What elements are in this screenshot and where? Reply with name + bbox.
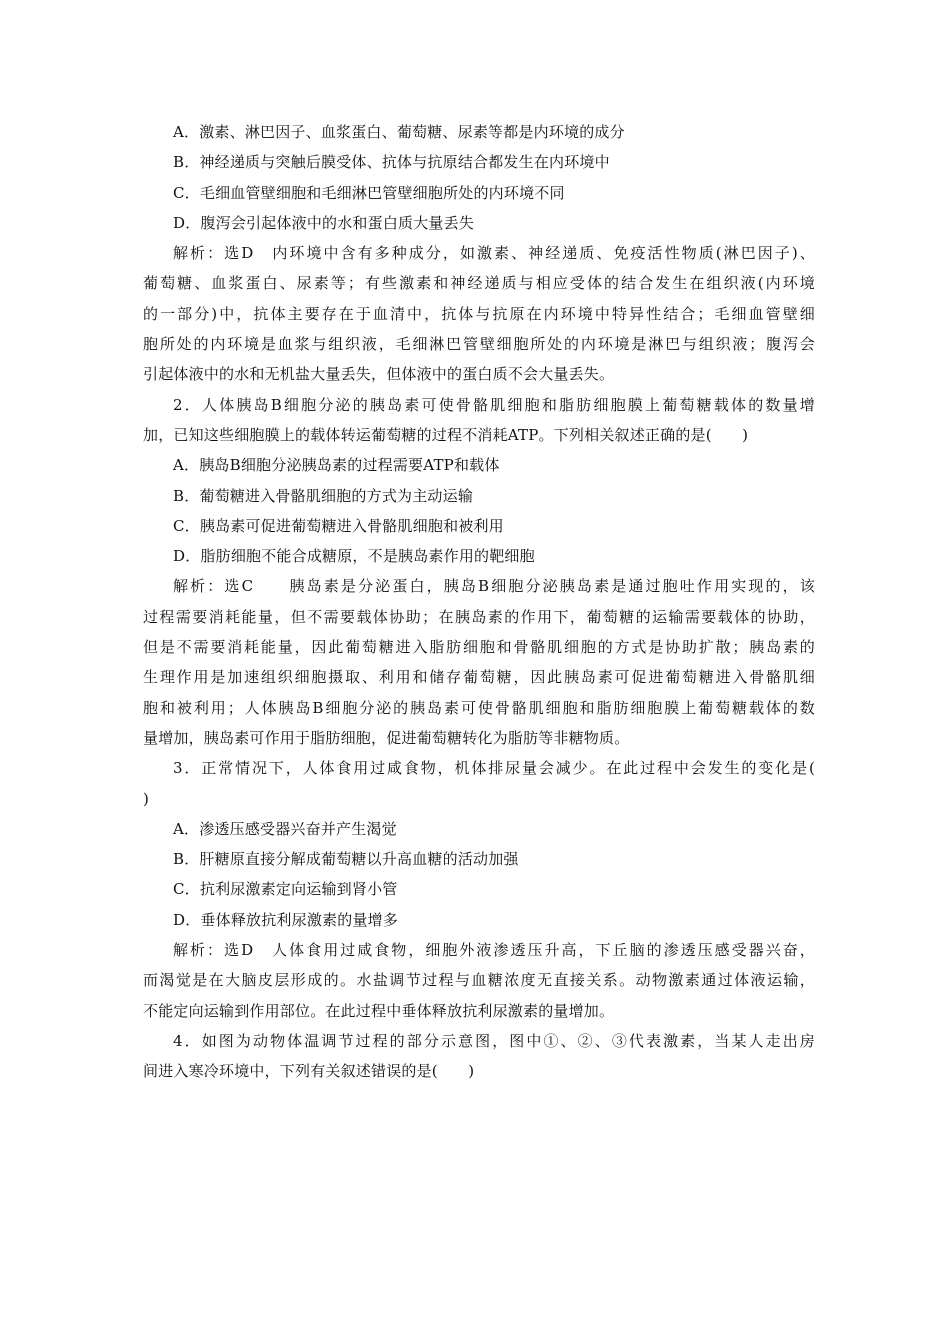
q2-option-a: A．胰岛B细胞分泌胰岛素的过程需要ATP和载体 bbox=[173, 456, 500, 475]
q4-stem-line: 4．如图为动物体温调节过程的部分示意图，图中①、②、③代表激素，当某人走出房 bbox=[173, 1031, 815, 1050]
q3-option-b: B．肝糖原直接分解成葡萄糖以升高血糖的活动加强 bbox=[173, 850, 519, 869]
q3-option-c: C．抗利尿激素定向运输到肾小管 bbox=[173, 880, 398, 899]
q3-stem-line: ) bbox=[143, 789, 150, 808]
q2-analysis-line: 胞和被利用；人体胰岛B细胞分泌的胰岛素可使骨骼肌细胞和脂肪细胞膜上葡萄糖载体的数 bbox=[143, 698, 815, 717]
q1-analysis-line: 解析：选D 内环境中含有多种成分，如激素、神经递质、免疫活性物质(淋巴因子)、 bbox=[173, 244, 815, 263]
q3-analysis-line: 而渴觉是在大脑皮层形成的。水盐调节过程与血糖浓度无直接关系。动物激素通过体液运输， bbox=[143, 971, 815, 990]
q3-analysis-line: 解析：选D 人体食用过咸食物，细胞外液渗透压升高，下丘脑的渗透压感受器兴奋， bbox=[173, 941, 815, 960]
q3-option-d: D．垂体释放抗利尿激素的量增多 bbox=[173, 910, 399, 929]
q3-stem-line: 3．正常情况下，人体食用过咸食物，机体排尿量会减少。在此过程中会发生的变化是( bbox=[173, 759, 815, 778]
q1-option-d: D．腹泻会引起体液中的水和蛋白质大量丢失 bbox=[173, 213, 475, 232]
q2-analysis-line: 过程需要消耗能量，但不需要载体协助；在胰岛素的作用下，葡萄糖的运输需要载体的协助， bbox=[143, 607, 815, 626]
q1-analysis-line: 引起体液中的水和无机盐大量丢失，但体液中的蛋白质不会大量丢失。 bbox=[143, 365, 615, 384]
q1-analysis-line: 胞所处的内环境是血浆与组织液，毛细淋巴管壁细胞所处的内环境是淋巴与组织液；腹泻会 bbox=[143, 335, 815, 354]
document-page bbox=[143, 117, 815, 1087]
q1-option-a: A．激素、淋巴因子、血浆蛋白、葡萄糖、尿素等都是内环境的成分 bbox=[173, 123, 625, 141]
q2-stem-line: 2．人体胰岛B细胞分泌的胰岛素可使骨骼肌细胞和脂肪细胞膜上葡萄糖载体的数量增 bbox=[173, 395, 815, 414]
q2-option-c: C．胰岛素可促进葡萄糖进入骨骼肌细胞和被利用 bbox=[173, 516, 504, 535]
q1-option-c: C．毛细血管壁细胞和毛细淋巴管壁细胞所处的内环境不同 bbox=[173, 183, 565, 202]
q1-option-b: B．神经递质与突触后膜受体、抗体与抗原结合都发生在内环境中 bbox=[173, 153, 610, 172]
q2-analysis-line: 解析：选C 胰岛素是分泌蛋白，胰岛B细胞分泌胰岛素是通过胞吐作用实现的，该 bbox=[173, 577, 815, 596]
q2-stem-line: 加，已知这些细胞膜上的载体转运葡萄糖的过程不消耗ATP。下列相关叙述正确的是( ) bbox=[143, 425, 749, 444]
q2-analysis-line: 但是不需要消耗能量，因此葡萄糖进入脂肪细胞和骨骼肌细胞的方式是协助扩散；胰岛素的 bbox=[143, 638, 815, 657]
q2-option-b: B．葡萄糖进入骨骼肌细胞的方式为主动运输 bbox=[173, 486, 474, 505]
q4-stem-line: 间进入寒冷环境中，下列有关叙述错误的是( ) bbox=[143, 1062, 475, 1081]
q3-analysis-line: 不能定向运输到作用部位。在此过程中垂体释放抗利尿激素的量增加。 bbox=[143, 1001, 615, 1020]
q3-option-a: A．渗透压感受器兴奋并产生渴觉 bbox=[173, 819, 397, 838]
q2-option-d: D．脂肪细胞不能合成糖原，不是胰岛素作用的靶细胞 bbox=[173, 547, 535, 566]
q2-analysis-line: 生理作用是加速组织细胞摄取、利用和储存葡萄糖，因此胰岛素可促进葡萄糖进入骨骼肌细 bbox=[143, 668, 815, 687]
q1-analysis-line: 的一部分)中，抗体主要存在于血清中，抗体与抗原在内环境中特异性结合；毛细血管壁细 bbox=[143, 304, 815, 323]
q2-analysis-line: 量增加，胰岛素可作用于脂肪细胞，促进葡萄糖转化为脂肪等非糖物质。 bbox=[143, 728, 630, 747]
q1-analysis-line: 葡萄糖、血浆蛋白、尿素等；有些激素和神经递质与相应受体的结合发生在组织液(内环境 bbox=[143, 274, 815, 293]
